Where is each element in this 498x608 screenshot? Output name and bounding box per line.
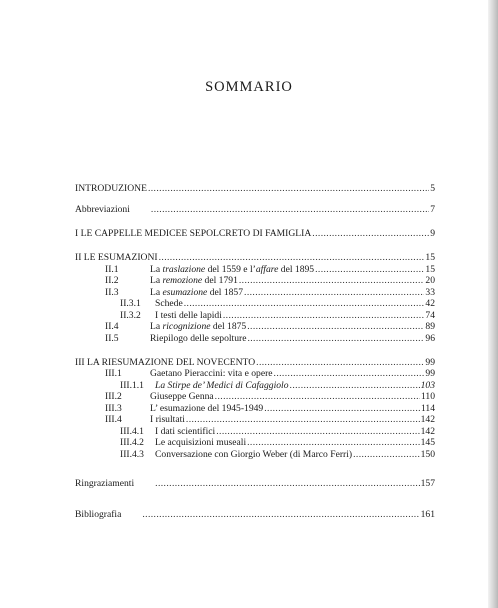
toc-leader-dots bbox=[312, 228, 429, 240]
toc-entry-title bbox=[150, 391, 214, 403]
toc-entry bbox=[75, 228, 435, 240]
toc-entry-title-part: Schede bbox=[155, 298, 183, 309]
toc-entry bbox=[75, 252, 435, 264]
toc-entry-page: 33 bbox=[425, 286, 435, 298]
toc-entry bbox=[75, 414, 435, 426]
toc-entry-page: 89 bbox=[425, 321, 435, 332]
toc-entry-page: 103 bbox=[420, 379, 435, 391]
toc-entry-title-part: Le acquisizioni museali bbox=[155, 437, 247, 448]
toc-entry-title bbox=[155, 449, 352, 461]
toc-entry-title bbox=[75, 509, 121, 521]
toc-entry-title bbox=[150, 414, 185, 426]
toc-entry-title-part: ricognizione bbox=[162, 321, 211, 332]
toc-entry-page: 145 bbox=[420, 437, 435, 448]
toc-entry bbox=[75, 449, 435, 461]
toc-entry-number: III.4.3 bbox=[120, 448, 144, 460]
toc-entry-title-part: La bbox=[150, 263, 163, 275]
toc-entry-page: 15 bbox=[425, 263, 435, 275]
toc-leader-dots bbox=[186, 414, 420, 426]
toc-leader-dots bbox=[290, 380, 420, 392]
toc-entry-title-part: I testi delle lapidi bbox=[155, 309, 222, 321]
toc-leader-dots bbox=[256, 357, 424, 369]
toc-entry-number: III.1 bbox=[105, 368, 122, 379]
toc-entry-number: III.3 bbox=[105, 402, 122, 414]
toc-entry-page: 99 bbox=[425, 356, 435, 368]
toc-entry-title-part: La bbox=[150, 286, 163, 298]
toc-entry-title-part: remozione bbox=[162, 275, 203, 286]
toc-entry-page: 20 bbox=[425, 275, 435, 286]
toc-entry-title-part: Riepilogo delle sepolture bbox=[150, 332, 247, 344]
toc-entry bbox=[75, 321, 435, 333]
toc-entry bbox=[75, 437, 435, 449]
toc-entry-title bbox=[150, 333, 246, 345]
toc-leader-dots bbox=[159, 252, 425, 264]
toc-leader-dots bbox=[142, 509, 419, 521]
toc-entry-title-part: Giuseppe Genna bbox=[150, 391, 214, 402]
toc-entry bbox=[75, 287, 435, 299]
toc-entry bbox=[75, 403, 435, 415]
toc-entry-title-part: del 1895 bbox=[278, 263, 315, 275]
toc-entry-page: 42 bbox=[425, 298, 435, 309]
toc-entry bbox=[75, 264, 435, 276]
toc-entry-title-part: I LE CAPPELLE MEDICEE SEPOLCRETO DI FAMIGLIA bbox=[75, 228, 312, 239]
toc-entry-number: III.4.2 bbox=[120, 437, 144, 448]
toc-entry-number: II.1 bbox=[105, 263, 119, 275]
toc-entry bbox=[75, 357, 435, 369]
toc-entry-title-part: III LA RIESUMAZIONE DEL NOVECENTO bbox=[75, 356, 256, 368]
toc-leader-dots bbox=[148, 183, 429, 195]
toc-entry-page: 142 bbox=[420, 414, 435, 425]
toc-entry-title bbox=[155, 380, 289, 392]
toc-entry-page: 5 bbox=[430, 183, 435, 194]
toc-entry-title-part: La bbox=[150, 275, 163, 286]
toc-entry bbox=[75, 368, 435, 380]
toc-entry-page: 161 bbox=[420, 508, 435, 520]
toc-leader-dots bbox=[274, 368, 425, 380]
toc-leader-dots bbox=[244, 287, 424, 299]
toc-entry-title-part: Conversazione con Giorgio Weber (di Marco Ferri) bbox=[155, 448, 353, 460]
toc-entry-number: II.4 bbox=[105, 321, 119, 332]
toc-entry-title bbox=[150, 403, 263, 415]
toc-leader-dots bbox=[315, 264, 424, 276]
toc-entry-title-part: Abbreviazioni bbox=[75, 204, 130, 215]
toc-entry bbox=[75, 380, 435, 392]
toc-entry-title-part: del 1791 bbox=[202, 275, 238, 286]
toc-entry-number: III.1.1 bbox=[120, 379, 144, 391]
toc-entry-title bbox=[155, 298, 183, 310]
toc-entry bbox=[75, 478, 435, 490]
toc-entry-number: III.4 bbox=[105, 414, 122, 425]
toc-entry-number: II.3 bbox=[105, 286, 119, 298]
toc-entry-page: 110 bbox=[420, 391, 435, 402]
toc-leader-dots bbox=[216, 426, 419, 438]
toc-entry-page: 15 bbox=[425, 252, 435, 263]
toc-entry-title-part: del 1875 bbox=[210, 321, 247, 332]
toc-entry bbox=[75, 509, 435, 521]
toc-entry-page: 150 bbox=[420, 448, 435, 460]
toc-entry-title bbox=[155, 437, 246, 449]
toc-entry-page: 74 bbox=[425, 309, 435, 321]
toc-entry-title-part: del 1857 bbox=[207, 286, 244, 298]
toc-entry-title-part: L’ esumazione del 1945-1949 bbox=[150, 402, 264, 414]
toc-entry-title-part: Gaetano Pieraccini: vita e opere bbox=[150, 368, 273, 379]
toc-leader-dots bbox=[353, 449, 420, 461]
toc-leader-dots bbox=[215, 391, 420, 403]
toc-entry-page: 114 bbox=[420, 402, 435, 414]
toc-entry-title bbox=[75, 252, 158, 264]
toc-entry bbox=[75, 426, 435, 438]
toc-entry-page: 157 bbox=[420, 478, 435, 489]
toc-leader-dots bbox=[247, 321, 424, 333]
toc-entry-title-part: traslazione bbox=[162, 263, 206, 275]
toc-entry-title-part: II LE ESUMAZIONI bbox=[75, 252, 158, 263]
toc-entry-title bbox=[75, 228, 311, 240]
toc-leader-dots bbox=[155, 478, 419, 490]
toc-entry-page: 96 bbox=[425, 332, 435, 344]
toc-entry-number: II.5 bbox=[105, 332, 119, 344]
toc-entry-title bbox=[150, 321, 246, 333]
toc-entry-page: 99 bbox=[425, 368, 435, 379]
toc-leader-dots bbox=[184, 298, 425, 310]
toc-entry-title bbox=[75, 478, 134, 490]
toc-entry-title bbox=[150, 264, 314, 276]
toc-entry-title-part: La bbox=[150, 321, 163, 332]
toc-entry bbox=[75, 204, 435, 216]
toc-entry-page: 7 bbox=[430, 204, 435, 215]
toc-entry-title bbox=[75, 183, 147, 195]
toc-entry-title bbox=[155, 426, 215, 438]
toc-entry-number: II.2 bbox=[105, 275, 119, 286]
toc-entry-title bbox=[150, 368, 273, 380]
toc-entry-title bbox=[75, 357, 255, 369]
toc-entry-page: 9 bbox=[430, 228, 435, 239]
toc-leader-dots bbox=[223, 310, 425, 322]
toc-entry bbox=[75, 275, 435, 287]
toc-entry bbox=[75, 183, 435, 195]
toc-entry bbox=[75, 298, 435, 310]
toc-entry-title-part: La Stirpe de’ Medici di Cafaggiolo bbox=[155, 379, 289, 391]
toc-entry-title bbox=[150, 287, 243, 299]
page-title: SOMMARIO bbox=[205, 79, 293, 95]
toc-entry-number: III.2 bbox=[105, 391, 122, 402]
toc-entry-title-part: Ringraziamenti bbox=[75, 478, 135, 489]
table-of-contents bbox=[75, 183, 435, 520]
toc-leader-dots bbox=[247, 333, 424, 345]
toc-leader-dots bbox=[239, 275, 425, 287]
toc-entry-title bbox=[75, 204, 130, 216]
toc-entry-title-part: INTRODUZIONE bbox=[75, 183, 147, 194]
toc-entry-number: III.4.1 bbox=[120, 425, 144, 437]
toc-entry-title-part: Bibliografia bbox=[75, 508, 122, 520]
toc-entry bbox=[75, 333, 435, 345]
toc-entry-title bbox=[150, 275, 238, 287]
toc-leader-dots bbox=[151, 204, 429, 216]
toc-leader-dots bbox=[247, 437, 419, 449]
toc-entry-title-part: affare bbox=[255, 263, 279, 275]
toc-entry-number: II.3.2 bbox=[120, 309, 141, 321]
toc-entry-title-part: esumazione bbox=[162, 286, 208, 298]
toc-entry-page: 142 bbox=[420, 425, 435, 437]
toc-entry-title-part: I risultati bbox=[150, 414, 185, 425]
toc-entry bbox=[75, 391, 435, 403]
toc-entry bbox=[75, 310, 435, 322]
toc-entry-title-part: I dati scientifici bbox=[155, 425, 216, 437]
toc-leader-dots bbox=[264, 403, 420, 415]
toc-entry-title bbox=[155, 310, 222, 322]
toc-entry-number: II.3.1 bbox=[120, 298, 141, 309]
toc-entry-title-part: del 1559 e l’ bbox=[205, 263, 256, 275]
